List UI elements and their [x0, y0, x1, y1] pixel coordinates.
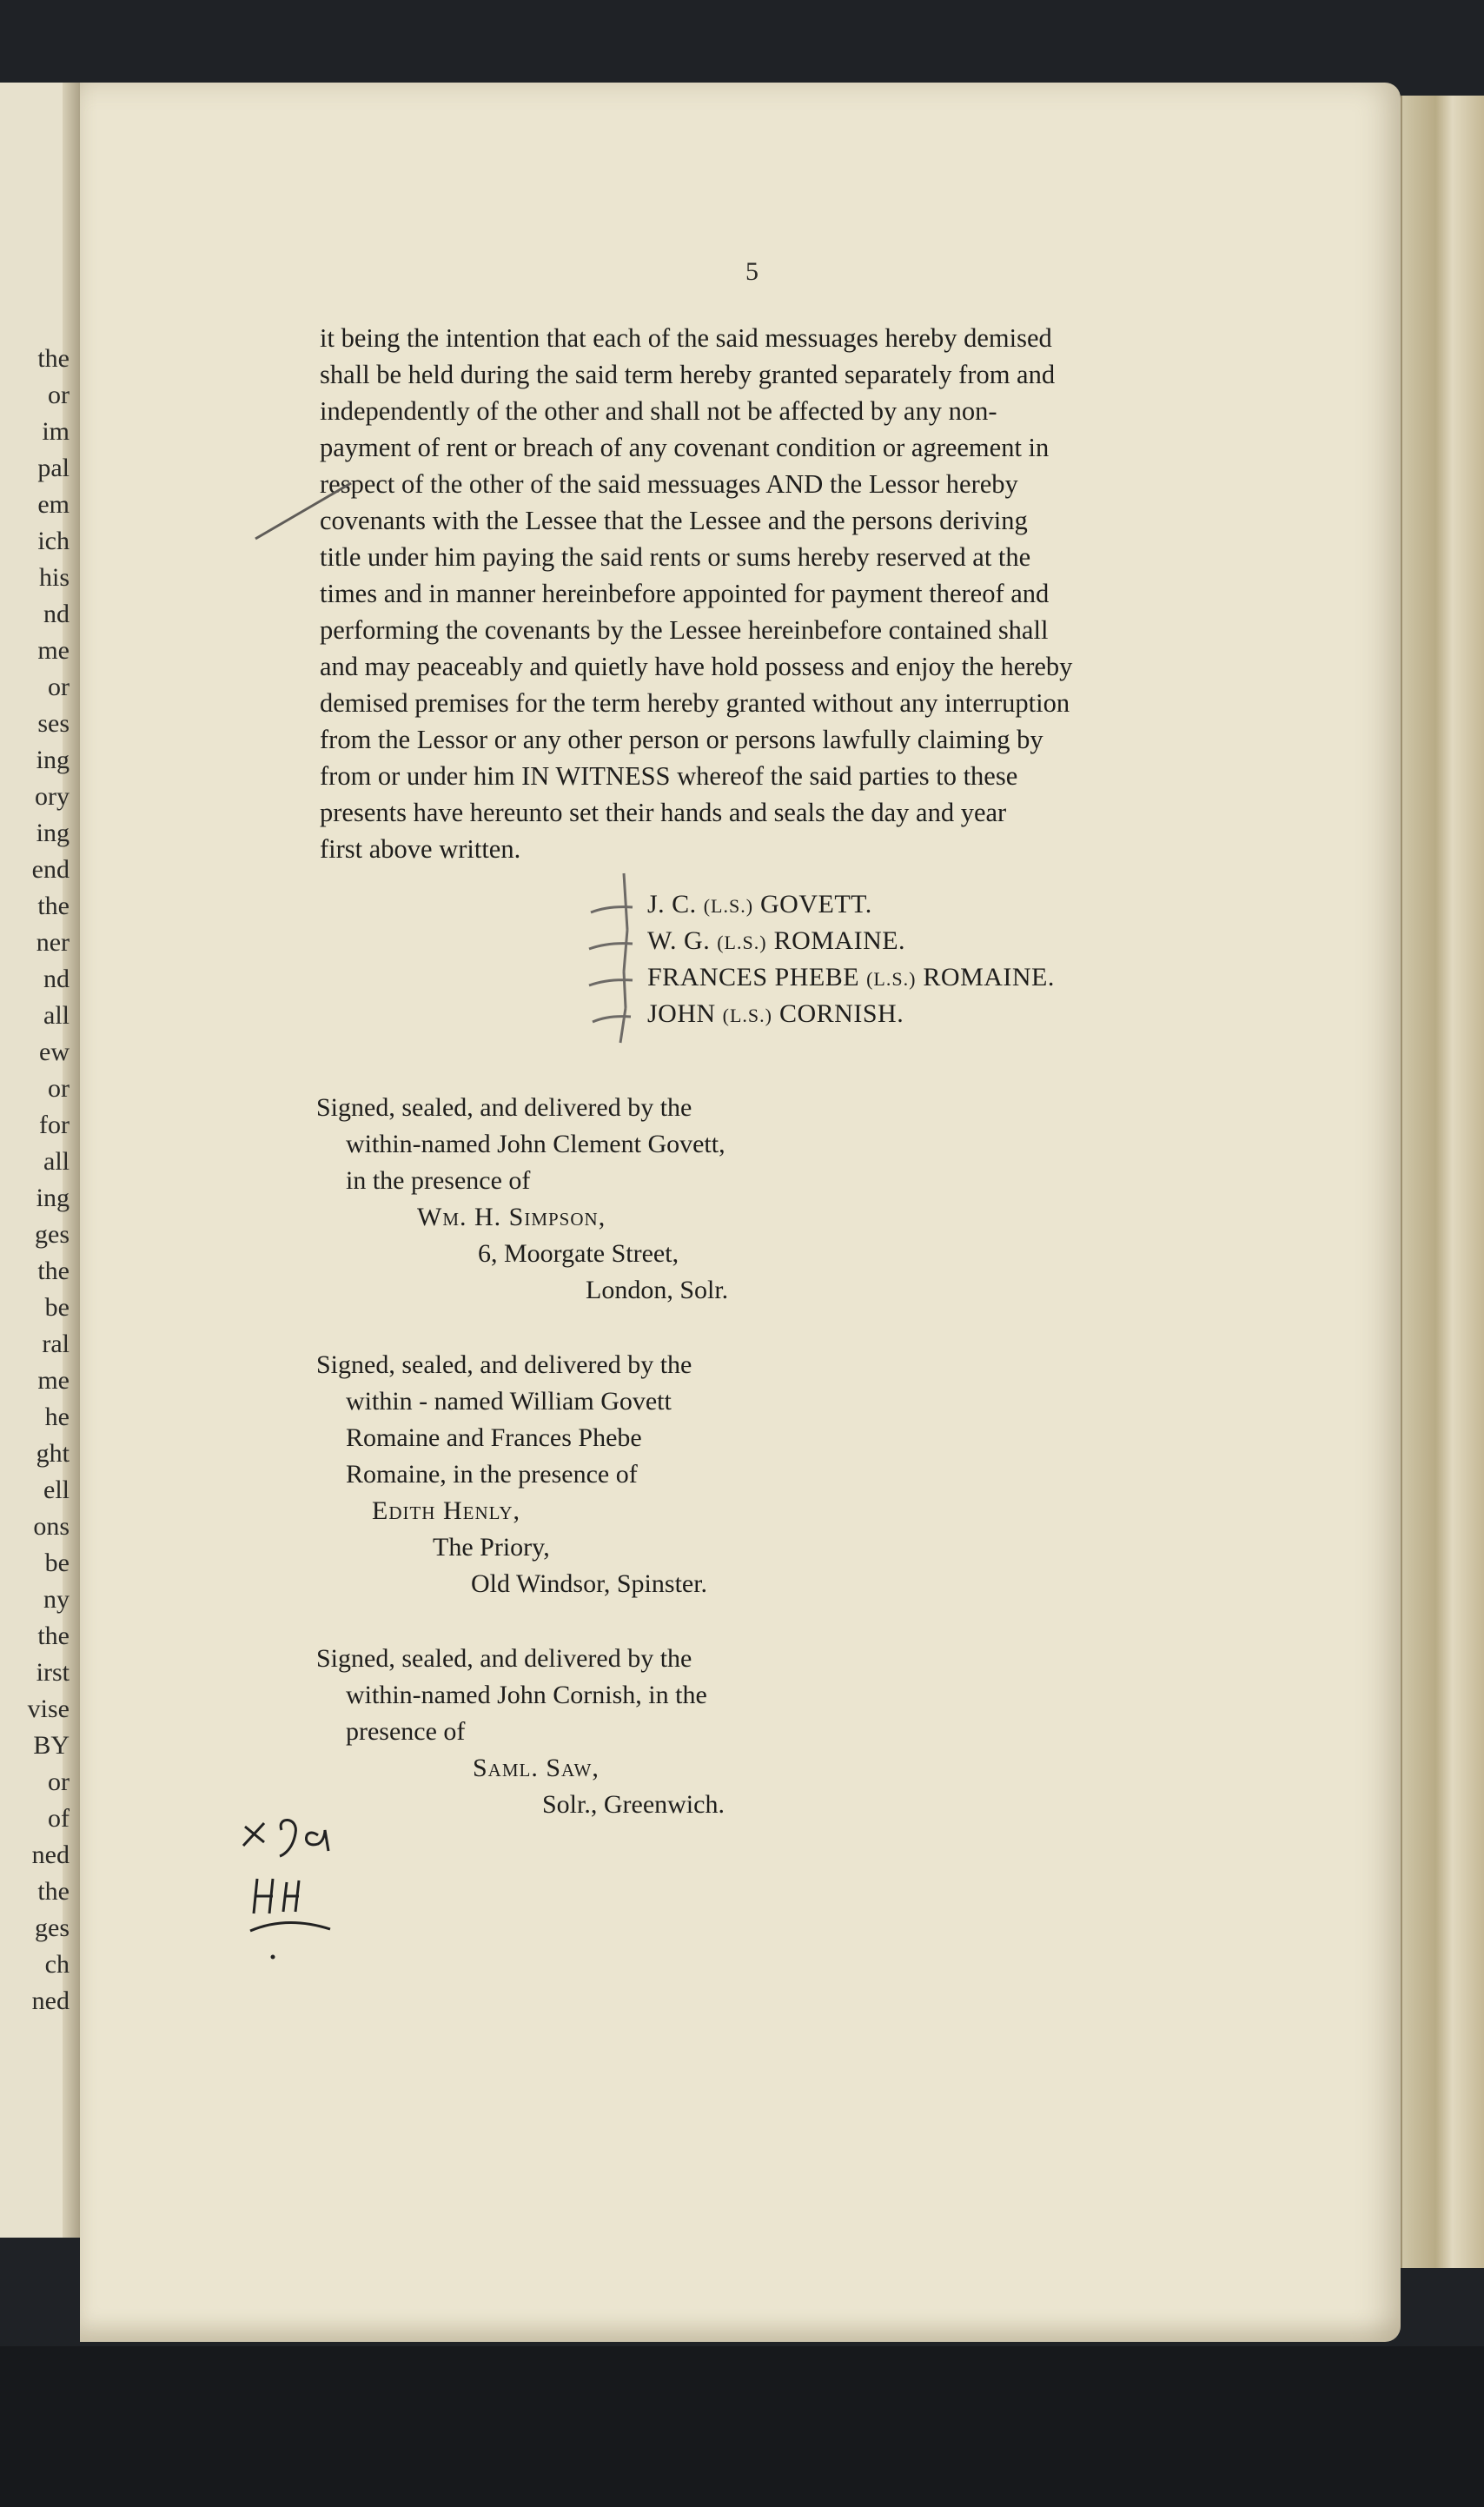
scan-background: [0, 2346, 1484, 2507]
body-line: first above written.: [320, 834, 521, 864]
facing-page-fragment: ned: [31, 1840, 70, 1869]
seal-mark: (L.S.): [717, 932, 767, 953]
facing-page-fragment: ich: [37, 527, 70, 555]
pencil-margin-mark: [252, 476, 356, 546]
witness-address: Old Windsor, Spinster.: [471, 1569, 708, 1598]
body-line: title under him paying the said rents or sums hereby reserved at the: [320, 542, 1031, 572]
signature-line: [647, 890, 872, 919]
facing-page-fragment: for: [39, 1111, 70, 1139]
page-number: 5: [745, 257, 759, 286]
body-line: payment of rent or breach of any covenant condition or agreement in: [320, 433, 1050, 462]
facing-page-fragment: ell: [43, 1476, 70, 1504]
attestation-govett: [316, 1090, 728, 1309]
seal-mark: (L.S.): [722, 1005, 772, 1026]
facing-page-fragment: the: [37, 892, 70, 920]
facing-page-fragment: or: [48, 1074, 70, 1103]
signatory-initials: JOHN: [647, 999, 716, 1028]
attestation-line: Romaine, in the presence of: [346, 1460, 638, 1489]
attestation-line: Romaine and Frances Phebe: [346, 1423, 642, 1452]
facing-page-fragment: be: [44, 1293, 70, 1322]
facing-page-fragment: or: [48, 673, 70, 701]
facing-page-fragment: im: [42, 417, 70, 446]
signature-line: [647, 999, 904, 1029]
signatory-surname: GOVETT.: [760, 890, 872, 919]
witness-name: Saml. Saw,: [473, 1754, 600, 1782]
facing-page-fragment: me: [37, 1366, 70, 1395]
facing-page-fragment: ght: [36, 1439, 70, 1468]
signatory-initials: J. C.: [647, 890, 697, 919]
body-line: demised premises for the term hereby granted without any interruption: [320, 688, 1070, 718]
signature-line: [647, 926, 905, 956]
signatory-initials: FRANCES PHEBE: [647, 963, 860, 992]
facing-page-fragment: ory: [35, 782, 70, 811]
facing-page-fragment: or: [48, 381, 70, 409]
facing-page-fragment: me: [37, 636, 70, 665]
seal-mark: (L.S.): [703, 895, 754, 917]
body-line: it being the intention that each of the said messuages hereby demised: [320, 323, 1052, 353]
body-line: times and in manner hereinbefore appointed for payment thereof and: [320, 579, 1050, 608]
pencil-tick-marks: [582, 869, 660, 1051]
facing-page-fragment: ons: [33, 1512, 70, 1541]
facing-page-fragment: ned: [31, 1986, 70, 2015]
facing-page-fragment: or: [48, 1768, 70, 1796]
attestation-romaine: [316, 1347, 707, 1602]
witness-address: 6, Moorgate Street,: [478, 1239, 679, 1268]
signature-line: [647, 963, 1055, 992]
attestation-line: Signed, sealed, and delivered by the: [316, 1644, 692, 1673]
facing-page-fragment: of: [48, 1804, 70, 1833]
facing-page-fragment: BY: [33, 1731, 70, 1760]
body-line: from the Lessor or any other person or persons lawfully claiming by: [320, 725, 1043, 754]
witness-address: The Priory,: [433, 1533, 550, 1562]
facing-page-fragment: the: [37, 1877, 70, 1906]
attestation-cornish: [316, 1641, 725, 1823]
page-edge-stack: [1401, 96, 1484, 2268]
facing-page-fragment: ing: [36, 746, 70, 774]
facing-page-fragment: end: [31, 855, 70, 884]
signatory-surname: ROMAINE.: [923, 963, 1055, 992]
body-line: presents have hereunto set their hands and seals the day and year: [320, 798, 1007, 827]
body-line: from or under him IN WITNESS whereof the said parties to these: [320, 761, 1018, 791]
signatory-initials: W. G.: [647, 926, 711, 955]
deed-body-text: [320, 320, 1199, 867]
facing-page-fragment: he: [44, 1403, 70, 1431]
attestation-line: within-named John Clement Govett,: [346, 1130, 725, 1158]
seal-mark: (L.S.): [866, 968, 917, 990]
body-line: covenants with the Lessee that the Lessee and the persons deriving: [320, 506, 1028, 535]
facing-page-fragment: ny: [43, 1585, 70, 1614]
facing-page-fragment: nd: [43, 600, 70, 628]
witness-address: London, Solr.: [586, 1276, 729, 1304]
witness-address: Solr., Greenwich.: [542, 1790, 725, 1819]
attestation-line: within - named William Govett: [346, 1387, 672, 1416]
attestation-line: in the presence of: [346, 1166, 531, 1195]
facing-page-fragment: ges: [35, 1913, 70, 1942]
attestation-line: presence of: [346, 1717, 466, 1746]
body-line: and may peaceably and quietly have hold possess and enjoy the hereby: [320, 652, 1073, 681]
facing-page-fragment: ew: [39, 1038, 70, 1066]
body-line: respect of the other of the said messuages AND the Lessor hereby: [320, 469, 1018, 499]
signatory-surname: CORNISH.: [779, 999, 904, 1028]
facing-page-fragment: all: [43, 1147, 70, 1176]
body-line: shall be held during the said term hereby granted separately from and: [320, 360, 1056, 389]
facing-page-fragment: the: [37, 1622, 70, 1650]
facing-page-fragment: the: [37, 344, 70, 373]
facing-page-fragment: ing: [36, 819, 70, 847]
handwritten-annotation: [235, 1799, 374, 1973]
witness-name: Edith Henly,: [372, 1496, 521, 1525]
facing-page-fragment: ses: [37, 709, 70, 738]
signatory-surname: ROMAINE.: [773, 926, 906, 955]
facing-page-fragment: pal: [37, 454, 70, 482]
facing-page-fragment: irst: [36, 1658, 70, 1687]
facing-page-fragment: em: [37, 490, 70, 519]
body-line: performing the covenants by the Lessee hereinbefore contained shall: [320, 615, 1049, 645]
facing-page-fragment: ch: [44, 1950, 70, 1979]
facing-page-fragment: the: [37, 1257, 70, 1285]
attestation-line: Signed, sealed, and delivered by the: [316, 1093, 692, 1122]
facing-page-fragment: all: [43, 1001, 70, 1030]
facing-page-fragment: ner: [36, 928, 70, 957]
facing-page-fragment: vise: [27, 1695, 70, 1723]
facing-page-fragment: be: [44, 1549, 70, 1577]
attestation-line: Signed, sealed, and delivered by the: [316, 1350, 692, 1379]
body-line: independently of the other and shall not be affected by any non-: [320, 396, 997, 426]
facing-page-fragment: nd: [43, 965, 70, 993]
facing-page-fragment: ing: [36, 1184, 70, 1212]
facing-page-fragment: ges: [35, 1220, 70, 1249]
witness-name: Wm. H. Simpson,: [417, 1203, 606, 1231]
attestation-line: within-named John Cornish, in the: [346, 1681, 707, 1709]
facing-page-fragment: ral: [42, 1330, 70, 1358]
facing-page-fragment: his: [38, 563, 70, 592]
